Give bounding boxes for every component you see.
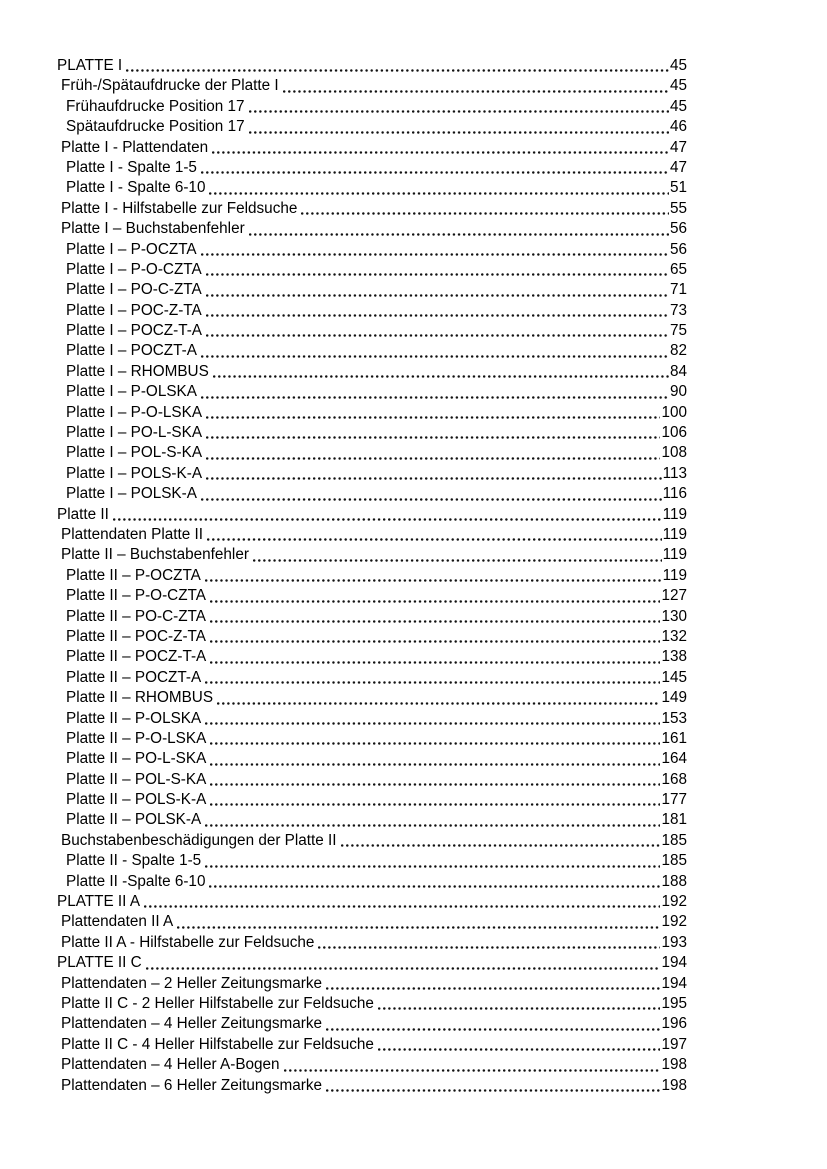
toc-entry-label: Platte I - Spalte 6-10 xyxy=(66,179,206,197)
toc-entry-label: Platte II - Spalte 1-5 xyxy=(66,852,202,870)
dot-leader xyxy=(206,314,669,317)
toc-entry-label: Platte I – Buchstabenfehler xyxy=(61,220,245,238)
toc-entry-label: Platte II – P-OCZTA xyxy=(66,566,201,584)
dot-leader xyxy=(249,131,669,134)
toc-page-number: 75 xyxy=(669,322,687,340)
toc-entry-label: PLATTE I xyxy=(57,57,123,74)
toc-entry[interactable] xyxy=(57,382,687,402)
toc-entry[interactable] xyxy=(57,301,687,321)
dot-leader xyxy=(205,722,660,725)
dot-leader xyxy=(205,579,662,582)
toc-entry[interactable] xyxy=(57,56,687,76)
dot-leader xyxy=(213,375,669,378)
toc-entry-label: Buchstabenbeschädigungen der Platte II xyxy=(61,831,337,849)
toc-page-number: 51 xyxy=(669,179,687,197)
toc-page-number: 127 xyxy=(661,587,687,605)
dot-leader xyxy=(284,1069,661,1072)
dot-leader xyxy=(341,844,661,847)
toc-page-number: 181 xyxy=(661,811,687,829)
dot-leader xyxy=(113,518,662,521)
dot-leader xyxy=(144,905,660,908)
toc-entry-label: Platte I – PO-L-SKA xyxy=(66,424,203,442)
dot-leader xyxy=(146,967,661,970)
toc-entry[interactable] xyxy=(57,810,687,830)
toc-entry[interactable] xyxy=(57,994,687,1014)
dot-leader xyxy=(205,681,660,684)
toc-page-number: 65 xyxy=(669,260,687,278)
toc-page-number: 198 xyxy=(661,1076,687,1094)
toc-entry[interactable] xyxy=(57,138,687,158)
toc-entry[interactable] xyxy=(57,627,687,647)
toc-entry-label: Platte I – P-OLSKA xyxy=(66,383,197,401)
dot-leader xyxy=(326,1028,660,1031)
toc-page-number: 130 xyxy=(661,607,687,625)
toc-page-number: 106 xyxy=(661,424,687,442)
toc-entry[interactable] xyxy=(57,178,687,198)
toc-entry[interactable] xyxy=(57,525,687,545)
toc-entry[interactable] xyxy=(57,933,687,953)
toc-entry[interactable] xyxy=(57,240,687,260)
dot-leader xyxy=(205,824,660,827)
toc-entry[interactable] xyxy=(57,892,687,912)
toc-entry-label: Platte II C - 4 Heller Hilfstabelle zur Feldsuche xyxy=(61,1035,374,1053)
toc-entry-label: Platte II -Spalte 6-10 xyxy=(66,872,206,890)
dot-leader xyxy=(210,763,660,766)
toc-entry[interactable] xyxy=(57,76,687,96)
dot-leader xyxy=(207,538,662,541)
dot-leader xyxy=(126,69,669,72)
toc-entry[interactable] xyxy=(57,321,687,341)
toc-page-number: 168 xyxy=(661,770,687,788)
dot-leader xyxy=(378,1007,661,1010)
toc-page-number: 164 xyxy=(661,750,687,768)
toc-entry-label: Platte I - Hilfstabelle zur Feldsuche xyxy=(61,199,298,217)
toc-entry[interactable] xyxy=(57,484,687,504)
dot-leader xyxy=(206,334,669,337)
toc-entry-label: Platte II A - Hilfstabelle zur Feldsuche xyxy=(61,933,315,951)
toc-entry-label: Platte I – P-O-LSKA xyxy=(66,403,203,421)
toc-page-number: 55 xyxy=(669,199,687,217)
toc-entry-label: Plattendaten – 4 Heller Zeitungsmarke xyxy=(61,1015,323,1033)
toc-entry[interactable] xyxy=(57,953,687,973)
toc-page-number: 116 xyxy=(662,485,687,503)
dot-leader xyxy=(206,477,662,480)
dot-leader xyxy=(212,151,669,154)
dot-leader xyxy=(210,742,660,745)
toc-entry[interactable] xyxy=(57,280,687,300)
toc-page-number: 132 xyxy=(661,627,687,645)
toc-page-number: 108 xyxy=(661,444,687,462)
toc-entry-label: Platte II – PO-L-SKA xyxy=(66,750,207,768)
toc-entry-label: Platte II xyxy=(57,505,109,523)
toc-entry-label: Platte I – P-O-CZTA xyxy=(66,260,202,278)
toc-entry-label: Platte II – POCZ-T-A xyxy=(66,648,207,666)
toc-entry-label: Plattendaten – 6 Heller Zeitungsmarke xyxy=(61,1076,323,1094)
toc-page-number: 45 xyxy=(669,57,687,74)
toc-entry-label: Platte II – P-OLSKA xyxy=(66,709,202,727)
dot-leader xyxy=(206,294,669,297)
dot-leader xyxy=(210,661,660,664)
toc-page-number: 73 xyxy=(669,301,687,319)
dot-leader xyxy=(206,416,660,419)
toc-entry[interactable] xyxy=(57,851,687,871)
toc-page-number: 145 xyxy=(661,668,687,686)
toc-entry-label: Platte I - Spalte 1-5 xyxy=(66,158,197,176)
toc-entry[interactable] xyxy=(57,749,687,769)
toc-page-number: 161 xyxy=(661,729,687,747)
toc-entry[interactable] xyxy=(57,464,687,484)
toc-entry[interactable] xyxy=(57,566,687,586)
toc-entry[interactable] xyxy=(57,341,687,361)
toc-entry-label: Platte II C - 2 Heller Hilfstabelle zur Feldsuche xyxy=(61,994,374,1012)
toc-entry-label: Plattendaten – 4 Heller A-Bogen xyxy=(61,1056,280,1074)
toc-page-number: 71 xyxy=(669,281,687,299)
toc-page-number: 188 xyxy=(661,872,687,890)
toc-page-number: 119 xyxy=(662,505,687,523)
toc-entry-label: Platte II – RHOMBUS xyxy=(66,689,214,707)
toc-page-number: 149 xyxy=(661,689,687,707)
toc-page-number: 193 xyxy=(661,933,687,951)
toc-page-number: 196 xyxy=(661,1015,687,1033)
dot-leader xyxy=(205,865,660,868)
toc-entry-label: Platte I – PO-C-ZTA xyxy=(66,281,202,299)
toc-page-number: 84 xyxy=(669,362,687,380)
dot-leader xyxy=(201,498,662,501)
toc-entry-label: Plattendaten – 2 Heller Zeitungsmarke xyxy=(61,974,323,992)
toc-page-number: 185 xyxy=(661,852,687,870)
dot-leader xyxy=(326,1089,660,1092)
toc-page-number: 153 xyxy=(661,709,687,727)
dot-leader xyxy=(318,946,660,949)
toc-page-number: 197 xyxy=(661,1035,687,1053)
toc-entry[interactable] xyxy=(57,831,687,851)
toc-page-number: 45 xyxy=(669,77,687,95)
toc-page-number: 185 xyxy=(661,831,687,849)
toc-entry-label: PLATTE II C xyxy=(57,954,142,972)
toc-page-number: 194 xyxy=(661,974,687,992)
dot-leader xyxy=(209,885,660,888)
dot-leader xyxy=(210,803,660,806)
dot-leader xyxy=(201,355,669,358)
toc-entry[interactable] xyxy=(57,770,687,790)
toc-entry-label: Plattendaten II A xyxy=(61,913,174,931)
dot-leader xyxy=(249,233,669,236)
toc-entry[interactable] xyxy=(57,668,687,688)
toc-entry[interactable] xyxy=(57,790,687,810)
dot-leader xyxy=(177,926,660,929)
toc-page-number: 192 xyxy=(661,893,687,911)
toc-page-number: 177 xyxy=(661,791,687,809)
dot-leader xyxy=(209,192,669,195)
toc-entry-label: Platte I - Plattendaten xyxy=(61,138,209,156)
toc-entry[interactable] xyxy=(57,607,687,627)
toc-entry[interactable] xyxy=(57,117,687,137)
toc-entry[interactable] xyxy=(57,443,687,463)
toc-entry[interactable] xyxy=(57,423,687,443)
toc-page-number: 119 xyxy=(662,566,687,584)
toc-entry[interactable] xyxy=(57,647,687,667)
toc-entry-label: Platte II – POLSK-A xyxy=(66,811,202,829)
toc-entry[interactable] xyxy=(57,729,687,749)
toc-entry[interactable] xyxy=(57,1076,687,1096)
dot-leader xyxy=(253,559,662,562)
toc-entry[interactable] xyxy=(57,1014,687,1034)
toc-page-number: 90 xyxy=(669,383,687,401)
toc-entry-label: Platte I – RHOMBUS xyxy=(66,362,209,380)
dot-leader xyxy=(210,783,660,786)
toc-entry-label: Platte I – POL-S-KA xyxy=(66,444,203,462)
toc-entry-label: Platte I – POLS-K-A xyxy=(66,464,203,482)
table-of-contents xyxy=(57,56,687,1096)
toc-page-number: 198 xyxy=(661,1056,687,1074)
dot-leader xyxy=(210,640,661,643)
toc-entry-label: Früh-/Spätaufdrucke der Platte I xyxy=(61,77,279,95)
toc-page-number: 82 xyxy=(669,342,687,360)
toc-entry-label: Platte II – POL-S-KA xyxy=(66,770,207,788)
toc-page-number: 47 xyxy=(669,138,687,156)
toc-page-number: 47 xyxy=(669,158,687,176)
toc-entry-label: Platte II – POLS-K-A xyxy=(66,791,207,809)
toc-entry-label: Platte I – POLSK-A xyxy=(66,485,197,503)
toc-entry[interactable] xyxy=(57,199,687,219)
dot-leader xyxy=(206,457,660,460)
toc-entry[interactable] xyxy=(57,974,687,994)
toc-entry[interactable] xyxy=(57,1055,687,1075)
toc-entry-label: Platte II – Buchstabenfehler xyxy=(61,546,249,564)
dot-leader xyxy=(206,436,660,439)
toc-page-number: 192 xyxy=(661,913,687,931)
toc-entry-label: Spätaufdrucke Position 17 xyxy=(66,118,245,136)
dot-leader xyxy=(210,600,661,603)
toc-entry-label: Platte I – P-OCZTA xyxy=(66,240,197,258)
toc-entry-label: Platte I – POCZ-T-A xyxy=(66,322,203,340)
dot-leader xyxy=(201,171,669,174)
toc-entry[interactable] xyxy=(57,505,687,525)
toc-page-number: 119 xyxy=(662,525,687,543)
toc-entry[interactable] xyxy=(57,912,687,932)
toc-entry-label: PLATTE II A xyxy=(57,893,141,911)
toc-entry-label: Plattendaten Platte II xyxy=(61,525,204,543)
toc-page-number: 46 xyxy=(669,118,687,136)
toc-page-number: 138 xyxy=(661,648,687,666)
dot-leader xyxy=(206,273,669,276)
toc-page-number: 56 xyxy=(669,240,687,258)
dot-leader xyxy=(378,1048,661,1051)
toc-entry[interactable] xyxy=(57,545,687,565)
toc-entry[interactable] xyxy=(57,158,687,178)
toc-page-number: 119 xyxy=(662,546,687,564)
toc-entry-label: Platte II – POC-Z-TA xyxy=(66,627,206,645)
toc-entry[interactable] xyxy=(57,1035,687,1055)
toc-page-number: 195 xyxy=(661,994,687,1012)
dot-leader xyxy=(301,212,669,215)
toc-page-number: 100 xyxy=(661,403,687,421)
dot-leader xyxy=(201,396,669,399)
dot-leader xyxy=(201,253,669,256)
dot-leader xyxy=(283,90,669,93)
toc-page-number: 113 xyxy=(662,464,687,482)
toc-page-number: 56 xyxy=(669,220,687,238)
toc-entry-label: Platte I – POC-Z-TA xyxy=(66,301,202,319)
dot-leader xyxy=(210,620,661,623)
toc-entry[interactable] xyxy=(57,219,687,239)
toc-entry[interactable] xyxy=(57,688,687,708)
toc-entry[interactable] xyxy=(57,362,687,382)
toc-entry-label: Platte II – P-O-CZTA xyxy=(66,587,206,605)
dot-leader xyxy=(217,702,660,705)
toc-entry-label: Platte I – POCZT-A xyxy=(66,342,197,360)
toc-page-number: 194 xyxy=(661,954,687,972)
toc-entry[interactable] xyxy=(57,586,687,606)
dot-leader xyxy=(326,987,660,990)
toc-entry[interactable] xyxy=(57,403,687,423)
dot-leader xyxy=(249,110,669,113)
toc-entry-label: Platte II – PO-C-ZTA xyxy=(66,607,206,625)
toc-page-number: 45 xyxy=(669,97,687,115)
toc-entry-label: Platte II – P-O-LSKA xyxy=(66,729,207,747)
toc-entry[interactable] xyxy=(57,260,687,280)
toc-entry-label: Platte II – POCZT-A xyxy=(66,668,202,686)
toc-entry-label: Frühaufdrucke Position 17 xyxy=(66,97,245,115)
toc-entry[interactable] xyxy=(57,97,687,117)
toc-entry[interactable] xyxy=(57,872,687,892)
toc-entry[interactable] xyxy=(57,709,687,729)
